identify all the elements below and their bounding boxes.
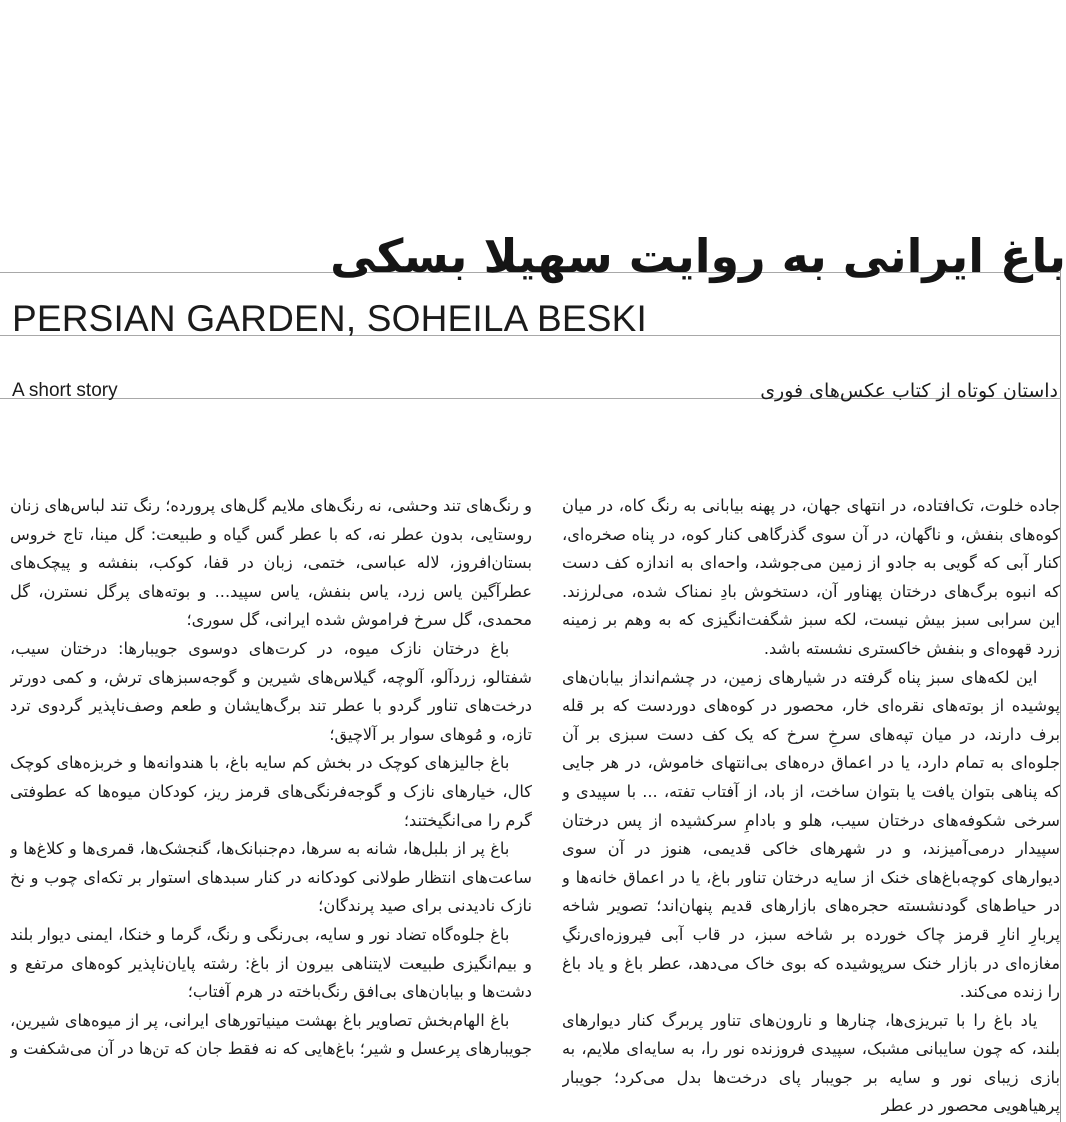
strapline-persian: داستان کوتاه از کتاب عکس‌های فوری [760, 380, 1058, 402]
body-column-left [10, 492, 532, 1122]
body-paragraph: و رنگ‌های تند وحشی، نه رنگ‌های ملایم گل‌های پرورده؛ رنگ تند لباس‌های زنان روستایی، بدون عطر نه، که با عطر گس گیاه و طبیعت: گل مینا، تاج خروس بستان‌افروز، لاله عباسی، ختمی، زبان در قفا، کوکب، بنفشه و پیچک‌های عطرآگین یاس زرد، یاس بنفش، یاس سپید... و بوته‌های پرگل نسترن، گل محمدی، گل سرخ فراموش شده ایرانی، گل سوری؛ [10, 496, 532, 630]
masthead [0, 0, 1066, 400]
page-title-persian: باغ ایرانی به روایت سهیلا بسکی [330, 229, 1066, 283]
body-paragraph: جاده خلوت، تک‌افتاده، در انتهای جهان، در پهنه بیابانی به رنگ کاه، در میان کوه‌های بنفش، و ناگهان، در آن سوی گذرگاهی کنار کوه، در پناه صخره‌ای، کنار آبی که گویی به جادو از زمین می‌جوشد، واحه‌ای به اندازه کف دست که انبوه برگ‌های درختان پهناور آن، دستخوش بادِ نمناک شده، می‌لرزند. این سرابی سبز بیش نیست، لکه سبز شگفت‌انگیزی که به وهم بر زمینه زرد قهوه‌ای و بنفش خاکستری نشسته باشد. [562, 496, 1060, 658]
body-column-right [562, 492, 1060, 1122]
body-paragraph: یاد باغ را با تبریزی‌ها، چنارها و نارون‌های تناور پربرگ کنار دیوارهای بلند، که چون سایبانی مشبک، سپیدی فروزنده نور را، به سایه‌ای ملایم، به بازی زیبای نور و سایه بر جویبار پای درخت‌ها بدل می‌کرد؛ جویبار پرهیاهویی محصور در عطر [562, 1010, 1060, 1116]
body-paragraph: باغ الهام‌بخش تصاویر باغ بهشت مینیاتورهای ایرانی، پر از میوه‌های شیرین، جویبارهای پرعسل و شیر؛ باغ‌هایی که نه فقط جان که تن‌ها در آن می‌شکفت و [10, 1010, 532, 1059]
body-paragraph: این لکه‌های سبز پناه گرفته در شیارهای زمین، در چشم‌انداز بیابان‌های پوشیده از بوته‌های نقره‌ای خار، محصور در کوه‌های دوردست که بر قله برف دارند، در میان تپه‌های سرخِ سرخ که یک کف دست سبزی بر آن جلوه‌ای به تمام دارد، یا در اعماق دره‌های بی‌انتهای خاموش، در هر جایی که پناهی بتوان یافت یا بتوان ساخت، از باد، از آفتاب تفته، ... با سپیدی و سرخی شکوفه‌های درختان سیب، هلو و بادامِ سرکشیده از پس درختان سپیدار درمی‌آمیزند، و در شهرهای خاکی قدیمی، هنوز در آن سوی دیوارهای کوچه‌باغ‌های خنک از سایه درختان تناور باغ، یا در اعماق خانه‌ها و در حیاط‌های گودنشسته حجره‌های بازارهای قدیم پنهان‌اند؛ تصویر شاخه پربارِ انارِ قرمز چاک خورده بر شاخه سبز، در قاب آبی فیروزه‌ای‌رنگِ مغازه‌ای در بازار خنک سرپوشیده که بوی خاک می‌دهد، عطر باغ و یاد باغ را زنده می‌کند. [562, 667, 1060, 1002]
body-paragraph: باغ جلوه‌گاه تضاد نور و سایه، بی‌رنگی و رنگ، گرما و خنکا، ایمنی دیوار بلند و بیم‌انگیزی طبیعت لایتناهی بیرون از باغ: رشته پایان‌ناپذیر کوه‌های مرتفع و دشت‌ها و بیابان‌های بی‌افق رنگ‌باخته در هرم آفتاب؛ [10, 924, 532, 1002]
strapline-english: A short story [12, 380, 118, 401]
body-paragraph: باغ درختان نازک میوه، در کرت‌های دوسوی جویبارها: درختان سیب، شفتالو، زردآلو، آلوچه، گیلاس‌های شیرین و گوجه‌سبزهای ترش، و کمی دورتر درخت‌های تناور گردو با عطر تند برگ‌هایشان و طعم وصف‌ناپذیر گردوی ترد تازه، و مُوهای سوار بر آلاچیق؛ [10, 638, 532, 744]
body-paragraph: باغ پر از بلبل‌ها، شانه به سرها، دم‌جنبانک‌ها، گنجشک‌ها، قمری‌ها و کلاغ‌ها و ساعت‌های انتظار طولانی کودکانه در کنار سبدهای استوار بر تکه‌ای چوب و نخ نازک نادیدنی برای صید پرندگان؛ [10, 839, 532, 916]
body-columns [0, 492, 1066, 1122]
body-paragraph: باغ جالیزهای کوچک در بخش کم سایه باغ، با هندوانه‌ها و خربزه‌های کوچک کال، خیارهای نازک و گوجه‌فرنگی‌های قرمز ریز، کودکان میوه‌ها که عطوفتی گرم را می‌انگیختند؛ [10, 753, 532, 830]
page-title-english: PERSIAN GARDEN, SOHEILA BESKI [12, 298, 647, 339]
